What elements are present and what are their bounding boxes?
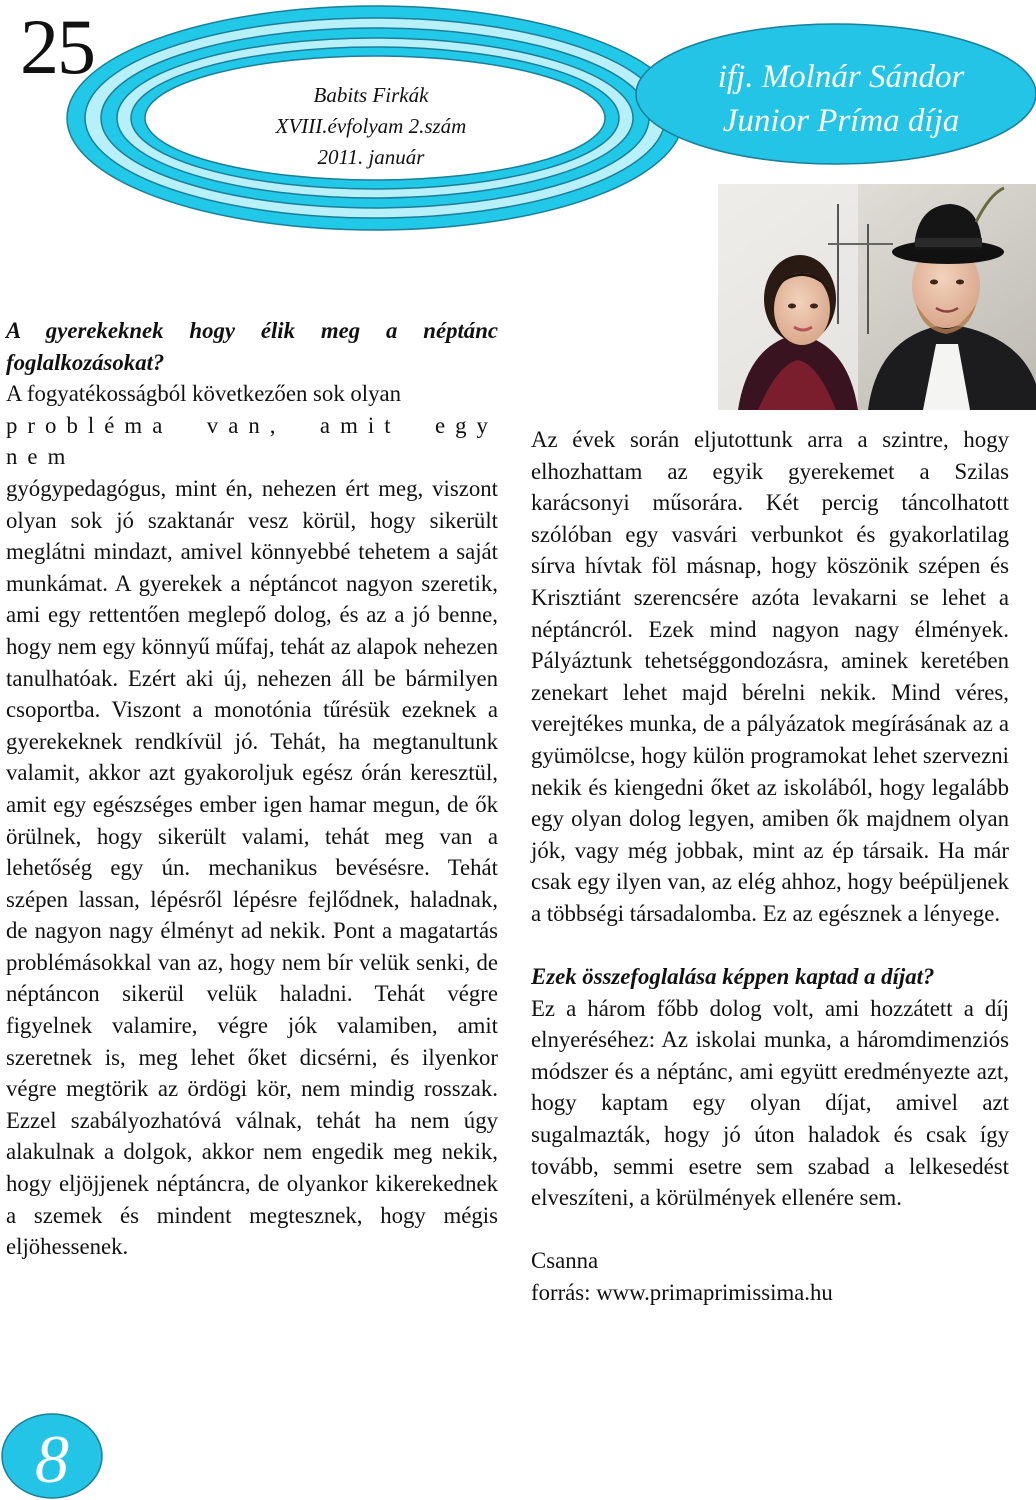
answer-1-continued: Az évek során eljutottunk arra a szintre, hogy elhozhattam az egyik gyerekemet a Szilas karácsonyi műsorára. Két percig táncolhatott szólóban egy vasvári verbunkot és gyakorlatilag sírva hívtak föl másnap, hogy köszönik szépen és Krisztiánt szerencsére azóta levakarni se lehet a néptáncról. Ezek mind nagyon nagy élmények. Pályáztunk tehetséggondozásra, aminek keretében zenekart lehet majd bérelni nekik. Mind véres, verejtékes munka, de a pályázatok megírásának az a gyümölcse, hogy külön programokat lehet szervezni nekik és kiengedni őket az iskolából, hogy legalább egy olyan dolog legyen, amiben ők majdnem olyan jók, vagy még jobbak, mint az ép társaik. Ha már csak egy ilyen van, az elég ahhoz, hogy beépüljenek a többségi társadalomba. Ez az egésznek a lényege. xyxy=(531,427,1009,926)
article-column-right xyxy=(531,424,1009,1309)
award-title-line1: ifj. Molnár Sándor xyxy=(717,59,965,95)
masthead-title: Babits Firkák xyxy=(313,83,429,107)
masthead-text xyxy=(236,80,506,173)
award-title xyxy=(646,55,1036,143)
author: Csanna xyxy=(531,1248,599,1274)
dancers-photo xyxy=(718,184,1036,410)
page-number: 8 xyxy=(35,1421,69,1497)
page-number-badge xyxy=(0,1404,110,1500)
question-2: Ezek összefoglalása képpen kaptad a díjat? xyxy=(531,964,935,990)
question-1: A gyerekeknek hogy élik meg a néptánc foglalkozásokat? xyxy=(6,318,498,375)
answer-1-line-2: probléma van, amit egy nem xyxy=(6,412,498,470)
masthead-date: 2011. január xyxy=(317,145,425,169)
issue-number: 25 xyxy=(20,3,94,90)
answer-2: Ez a három főbb dolog volt, ami hozzátett a díj elnyeréséhez: Az iskolai munka, a háromdimenziós módszer és a néptánc, ami együtt eredményezte azt, hogy kaptam egy olyan díjat, amivel azt sugalmazták, hogy jó úton haladok és csak így tovább, semmi esetre sem szabad a lelkesedést elveszíteni, a körülmények ellenére sem. xyxy=(531,995,1009,1211)
source: forrás: www.primaprimissima.hu xyxy=(531,1280,833,1306)
answer-1-body: gyógypedagógus, mint én, nehezen ért meg, viszont olyan sok jó szaktanár vesz körül, hogy sikerült meglátni mindazt, amivel könnyebbé tehetem a saját munkámat. A gyerekek a néptáncot nagyon szeretik, ami egy rettentően meglepő dolog, és az a jó benne, hogy nem egy könnyű műfaj, tehát az alapok nehezen tanulhatóak. Ezért aki új, nehezen áll be bármilyen csoportba. Viszont a monotónia tűrésük ezeknek a gyerekeknek rendkívül jó. Tehát, ha megtanultunk valamit, akkor azt gyakoroljuk egész órán keresztül, amit egy egészséges ember igen hamar megun, de ők örülnek, hogy sikerült valami, tehát meg van a lehetőség egy ún. mechanikus bevésésre. Tehát szépen lassan, lépésről lépésre fejlődnek, haladnak, de nagyon nagy élményt ad nekik. Pont a magatartás problémásokkal van az, hogy nem bír velük senki, de néptáncon sikerül velük haladni. Tehát végre figyelnek valamire, végre jók valamiben, amit szeretnek is, meg lehet őket dicsérni, és ilyenkor végre megtörik az ördögi kör, nem mindig rosszak. Ezzel szabályozhatóvá válnak, tehát ha nem úgy alakulnak a dolgok, akkor nem engedik meg nekik, hogy eljöjjenek néptáncra, de olyankor kikerekednek a szemek és mindent megtesznek, hogy mégis eljöhessenek. xyxy=(6,475,498,1260)
article-column-left xyxy=(6,315,498,1263)
masthead-volume: XVIII.évfolyam 2.szám xyxy=(275,114,467,138)
award-title-line2: Junior Príma díja xyxy=(722,103,960,139)
answer-1-line-1: A fogyatékosságból következően sok olyan xyxy=(6,381,402,407)
